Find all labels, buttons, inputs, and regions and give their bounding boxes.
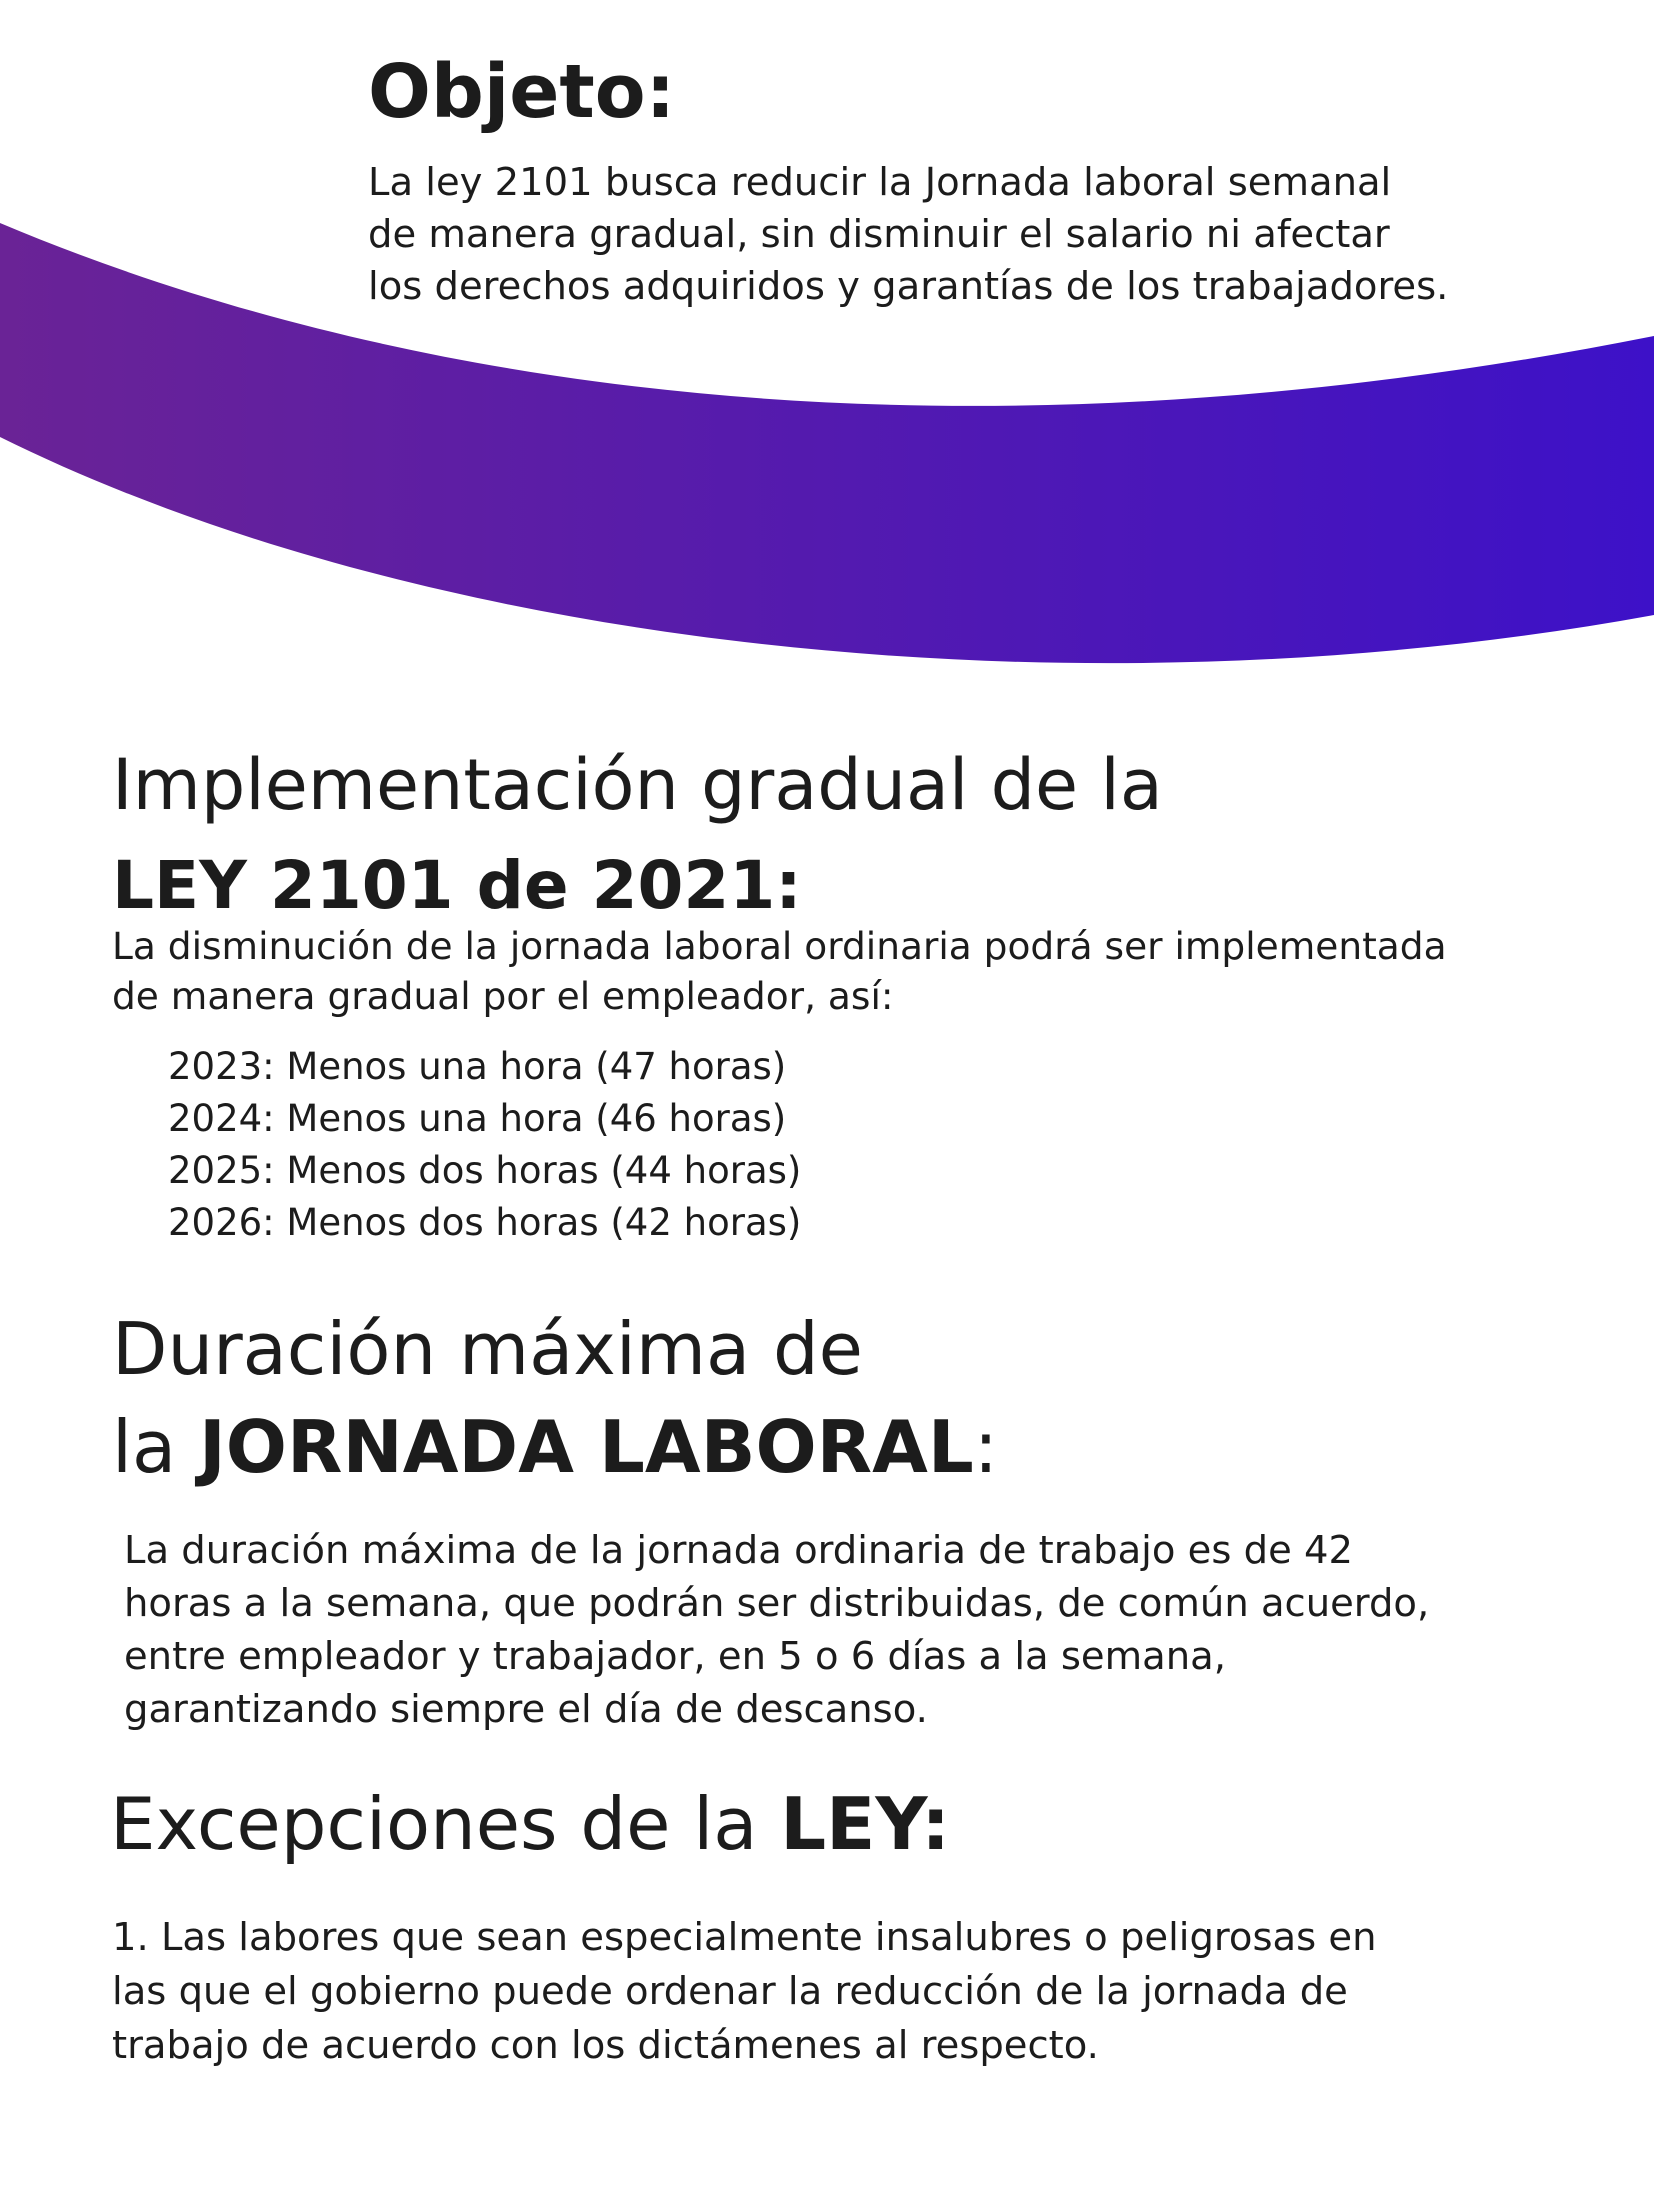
excepciones-line: las que el gobierno puede ordenar la reducción de la jornada de	[112, 1969, 1348, 2014]
duracion-title-bold: JORNADA LABORAL	[199, 1405, 974, 1489]
implementacion-title-line1: Implementación gradual de la	[112, 744, 1163, 826]
excepciones-title-bold: LEY:	[780, 1782, 951, 1866]
implementacion-line: La disminución de la jornada laboral ordinaria podrá ser implementada	[112, 924, 1447, 968]
duracion-heading	[112, 1300, 1612, 1496]
decorative-wave-band	[0, 0, 1654, 700]
implementacion-heading	[112, 735, 1612, 932]
excepciones-line: 1. Las labores que sean especialmente insalubres o peligrosas en	[112, 1915, 1377, 1960]
duracion-line: entre empleador y trabajador, en 5 o 6 días a la semana,	[124, 1634, 1226, 1679]
objeto-line: La ley 2101 busca reducir la Jornada laboral semanal	[368, 160, 1392, 205]
duracion-description	[124, 1524, 1634, 1736]
duracion-title-suffix: :	[973, 1405, 998, 1489]
schedule-item: 2026: Menos dos horas (42 horas)	[168, 1201, 802, 1244]
objeto-description	[368, 157, 1638, 313]
duracion-line: horas a la semana, que podrán ser distribuidas, de común acuerdo,	[124, 1581, 1430, 1626]
excepciones-description	[112, 1911, 1642, 2073]
schedule-item: 2025: Menos dos horas (44 horas)	[168, 1149, 802, 1192]
objeto-line: de manera gradual, sin disminuir el salario ni afectar	[368, 212, 1390, 257]
implementacion-description	[112, 921, 1642, 1021]
duracion-line: La duración máxima de la jornada ordinaria de trabajo es de 42	[124, 1528, 1353, 1573]
schedule-item: 2023: Menos una hora (47 horas)	[168, 1045, 787, 1088]
excepciones-line: trabajo de acuerdo con los dictámenes al respecto.	[112, 2023, 1099, 2068]
reduction-schedule-list	[168, 1041, 801, 1249]
implementacion-line: de manera gradual por el empleador, así:	[112, 974, 894, 1018]
excepciones-heading	[110, 1775, 1610, 1873]
duracion-title-prefix: la	[112, 1405, 200, 1489]
objeto-title: Objeto:	[368, 49, 676, 135]
objeto-line: los derechos adquiridos y garantías de los trabajadores.	[368, 264, 1449, 309]
implementacion-title-line2: LEY 2101 de 2021:	[112, 847, 802, 924]
excepciones-title-prefix: Excepciones de la	[110, 1782, 781, 1866]
schedule-item: 2024: Menos una hora (46 horas)	[168, 1097, 787, 1140]
duracion-line: garantizando siempre el día de descanso.	[124, 1687, 928, 1732]
duracion-title-line1: Duración máxima de	[112, 1307, 863, 1391]
